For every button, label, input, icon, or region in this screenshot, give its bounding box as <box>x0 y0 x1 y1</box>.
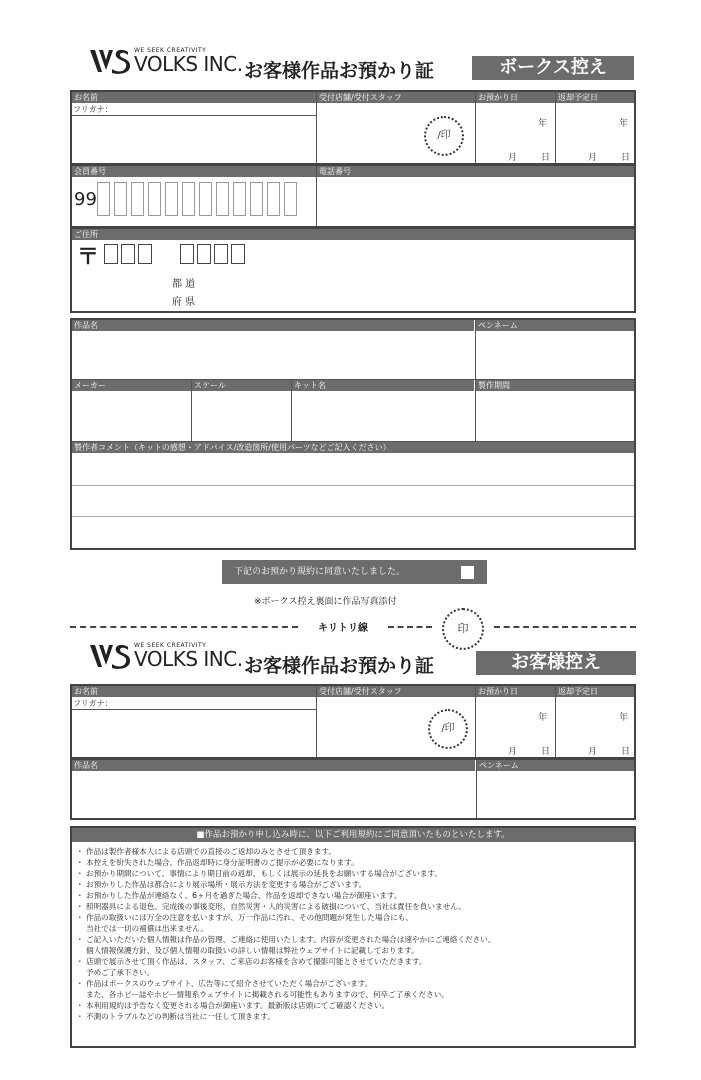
staff-seal-top: /印 <box>424 116 464 156</box>
terms-item: ・ 不測のトラブルなどの判断は当社に一任して頂きます。 <box>76 1011 632 1022</box>
label-scale: スケール <box>192 380 291 391</box>
terms-item: ・ お預かり期間について、事情により期日前の返却、もしくは展示の延長をお願いする場合がございます。 <box>76 868 632 879</box>
deposit-month: 月 <box>508 153 518 163</box>
postal-mark: 〒 <box>77 245 100 270</box>
label-phone: 電話番号 <box>317 166 634 177</box>
page-title-top: お客様作品お預かり証 <box>244 60 435 82</box>
copy-badge-bottom: お客様控え <box>476 651 636 675</box>
label-work-name: 作品名 <box>72 760 475 771</box>
brand-name: VOLKS INC. <box>134 647 243 671</box>
label-furigana: フリガナ： <box>73 105 113 114</box>
photo-note: ※ボークス控え裏面に作品写真添付 <box>254 597 397 607</box>
prefecture-label-2: 府 県 <box>172 297 196 308</box>
terms-item: ・ 店頭で展示させて頂く作品は、スタッフ、ご来店のお客様を含めて撮影可能とさせていただきます。 予めご了承下さい。 <box>76 956 632 978</box>
label-pen-name: ペンネーム <box>477 760 634 771</box>
cut-line-mid <box>388 626 432 628</box>
terms-item: ・ お預かりした作品は都合により展示場所・展示方法を変更する場合がございます。 <box>76 879 632 890</box>
member-no-prefix: 99 <box>74 189 97 210</box>
label-name: お名前 <box>72 92 316 103</box>
label-store: 受付店舗/受付スタッフ <box>317 686 475 697</box>
label-deposit-date: お預かり日 <box>476 686 555 697</box>
label-comment: 製作者コメント（キットの感想・アドバイス/改造箇所/使用パーツなどご記入ください） <box>72 442 634 453</box>
terms-item: ・ 本利用規約は予告なく変更される場合が御座います。最新版は店頭にてご確認ください。 <box>76 1000 632 1011</box>
label-deposit-date: お預かり日 <box>476 92 555 103</box>
deposit-day: 日 <box>541 747 551 757</box>
cut-line-left <box>70 626 298 628</box>
label-member-no: 会員番号 <box>72 166 316 177</box>
return-month: 月 <box>588 153 598 163</box>
brand-logo-bottom <box>88 643 243 669</box>
postal-boxes-2[interactable] <box>180 244 248 264</box>
deposit-year: 年 <box>538 119 548 129</box>
terms-item: ・ ご記入いただいた個人情報は作品の管理、ご連絡に使用いたします。内容が変更された場合は速やかにご連絡ください。 個人情報保護方針、及び個人情報の取扱いの詳しい情報は弊社ウェブサイトに記載しております。 <box>76 934 632 956</box>
copy-badge-top: ボークス控え <box>472 56 634 80</box>
terms-item: ・ 照明器具による退色、完成後の事後変形、自然災害・人的災害による破損について、当社は責任を負いません。 <box>76 901 632 912</box>
terms-header: ■作品お預かり申し込み時に、以下ご利用規約にご同意頂いたものといたします。 <box>72 828 634 842</box>
return-month: 月 <box>588 747 598 757</box>
staff-seal-bottom: /印 <box>428 709 468 749</box>
terms-item: ・ 作品は製作者様本人による店頭での直接のご返却のみとさせて頂きます。 <box>76 846 632 857</box>
deposit-day: 日 <box>541 153 551 163</box>
terms-item: ・ 本控えを紛失された場合、作品返却時に身分証明書のご提示が必要になります。 <box>76 857 632 868</box>
terms-item: ・ 作品の取扱いには万全の注意を払いますが、万一作品に汚れ、その他問題が発生した場合にも、 当社では一切の補償は出来ません。 <box>76 912 632 934</box>
terms-list <box>76 846 632 1022</box>
brand-logo-top <box>88 48 243 74</box>
label-return-date: 返却予定日 <box>556 686 634 697</box>
agreement-bar <box>222 560 487 584</box>
page-title-bottom: お客様作品お預かり証 <box>244 655 435 677</box>
brand-name: VOLKS INC. <box>134 52 243 76</box>
label-store: 受付店舗/受付スタッフ <box>317 92 475 103</box>
return-year: 年 <box>619 119 629 129</box>
terms-item: ・ お預かりした作品が連絡なく、6ヶ月を過ぎた場合、作品を返却できない場合が御座います。 <box>76 890 632 901</box>
label-maker: メーカー <box>72 380 191 391</box>
label-furigana: フリガナ： <box>73 699 113 708</box>
vs-logo-icon <box>88 48 132 74</box>
agreement-checkbox[interactable] <box>461 566 474 579</box>
deposit-month: 月 <box>508 747 518 757</box>
vs-logo-icon <box>88 643 132 669</box>
postal-boxes-1[interactable] <box>104 244 155 264</box>
brand-tagline: WE SEEK CREATIVITY <box>134 642 207 649</box>
prefecture-label-1: 都 道 <box>172 279 196 290</box>
label-pen-name: ペンネーム <box>476 320 634 331</box>
label-return-date: 返却予定日 <box>556 92 634 103</box>
label-name: お名前 <box>72 686 316 697</box>
cut-line-label: キリトリ線 <box>318 623 368 634</box>
agreement-text: 下記のお預かり規約に同意いたしました。 <box>234 567 406 577</box>
brand-tagline: WE SEEK CREATIVITY <box>134 47 207 54</box>
return-day: 日 <box>621 747 631 757</box>
return-day: 日 <box>621 153 631 163</box>
cut-line-right <box>494 626 636 628</box>
deposit-year: 年 <box>538 713 548 723</box>
label-address: ご住所 <box>72 229 634 240</box>
label-kit-name: キット名 <box>292 380 474 391</box>
cut-seal: 印 <box>442 608 484 650</box>
terms-item: ・ 作品はボークスのウェブサイト、広告等にて紹介させていただく場合がございます。 また、各ホビー誌やホビー情報系ウェブサイトに掲載される可能性もありますので、何卒ご了承ください。 <box>76 978 632 1000</box>
label-work-name: 作品名 <box>72 320 474 331</box>
return-year: 年 <box>619 713 629 723</box>
label-period: 製作期間 <box>476 380 634 391</box>
member-no-boxes[interactable] <box>97 182 301 216</box>
